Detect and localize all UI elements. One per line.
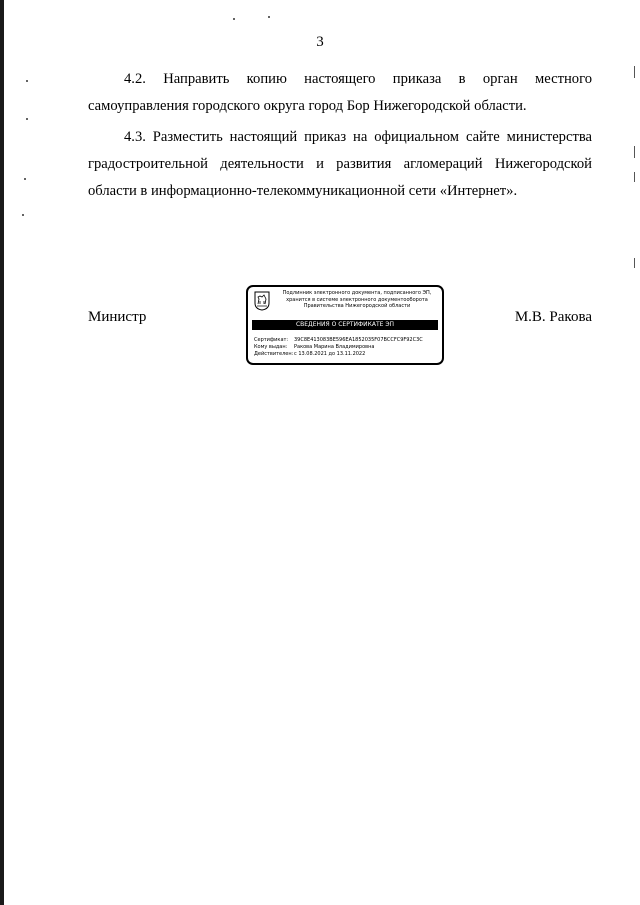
stamp-band-title: СВЕДЕНИЯ О СЕРТИФИКАТЕ ЭП xyxy=(252,320,438,330)
stamp-owner-value: Ракова Марина Владимировна xyxy=(294,344,375,350)
coat-of-arms-icon xyxy=(254,291,270,311)
page-number: 3 xyxy=(316,34,324,50)
stamp-validity-value: с 13.08.2021 до 13.11.2022 xyxy=(294,351,366,357)
scan-speck xyxy=(268,16,270,18)
scan-mark xyxy=(634,146,635,158)
stamp-header-line: Правительства Нижегородской области xyxy=(303,303,411,309)
stamp-certificate-value: 39C8E413083BE596EA1852035F07BCCFC9F92C3C xyxy=(294,337,423,343)
stamp-validity-label: Действителен: xyxy=(254,351,294,357)
stamp-header xyxy=(272,290,442,310)
scan-speck xyxy=(22,214,24,216)
stamp-header-line: хранится в системе электронного документооборота xyxy=(286,296,428,303)
paragraph-4-2-text: 4.2. Направить копию настоящего приказа в орган местного самоуправления городского округа город Бор Нижегородской области. xyxy=(88,71,592,114)
stamp-owner-label: Кому выдан: xyxy=(254,344,288,350)
scan-speck xyxy=(26,80,28,82)
scan-speck xyxy=(26,118,28,120)
electronic-signature-stamp xyxy=(246,285,444,365)
stamp-owner-row xyxy=(254,344,440,350)
stamp-validity-row xyxy=(254,351,440,357)
scan-mark xyxy=(634,172,635,182)
scan-speck xyxy=(233,18,235,20)
stamp-certificate-row xyxy=(254,337,440,343)
signatory-name: М.В. Ракова xyxy=(514,309,592,325)
paragraph-4-3-text: 4.3. Разместить настоящий приказ на официальном сайте министерства градостроительной деятельности и развития агломераций Нижегородской области в информационно-телекоммуникационной сети «Интернет». xyxy=(88,129,592,199)
stamp-header-line: Подлинник электронного документа, подписанного ЭП, xyxy=(282,290,432,296)
scan-left-edge xyxy=(0,0,4,905)
signatory-position: Министр xyxy=(88,309,147,325)
scan-mark xyxy=(634,258,635,268)
paragraph-4-3 xyxy=(88,124,592,205)
paragraph-4-2 xyxy=(88,66,592,120)
stamp-certificate-label: Сертификат: xyxy=(254,337,289,343)
scan-speck xyxy=(24,178,26,180)
scan-mark xyxy=(634,66,635,78)
